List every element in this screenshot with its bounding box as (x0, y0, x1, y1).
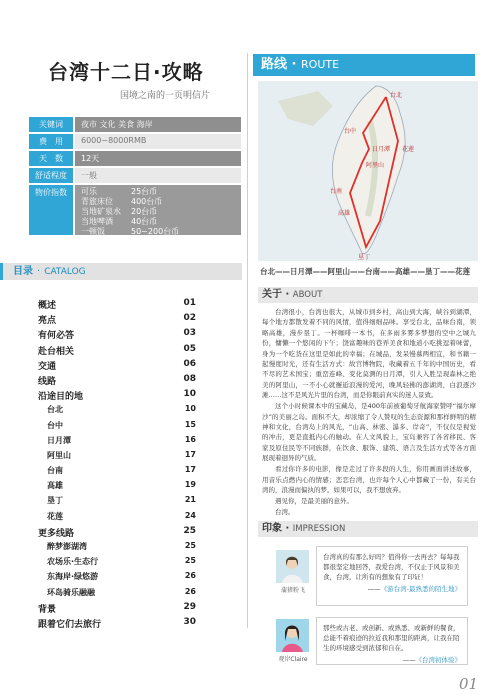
toc-item-label: 有何必答 (38, 331, 75, 342)
impression-header: 印象 · IMPRESSION (258, 521, 478, 537)
map-label-kenting: 垦丁 (358, 254, 371, 261)
toc-item-label: 台中 (47, 420, 63, 430)
toc-item-label: 高雄 (47, 481, 63, 491)
route-map (258, 81, 478, 261)
toc-item[interactable] (38, 602, 196, 617)
quote-source: ——《游台湾-最熟悉的陌生地》 (367, 585, 461, 593)
toc-item-page: 29 (183, 601, 196, 612)
toc-item[interactable] (38, 404, 196, 419)
toc-item-label: 赴台相关 (38, 346, 75, 357)
catalog-header: 目录 · CATALOG (0, 263, 242, 280)
toc-item[interactable] (38, 571, 196, 586)
info-value: 12天 (75, 151, 241, 166)
map-label-kaohsiung: 高雄 (338, 210, 351, 217)
toc-item-label: 日月潭 (47, 435, 71, 445)
toc-item-page: 15 (184, 419, 196, 429)
about-header: 关于 · ABOUT (258, 287, 478, 303)
toc-item-page: 17 (184, 465, 196, 475)
info-key: 天 数 (29, 151, 73, 166)
toc-item-page: 16 (184, 434, 196, 444)
quote-source-link[interactable]: 《台湾初体验》 (415, 656, 461, 664)
toc-item[interactable] (38, 511, 196, 526)
toc-item[interactable] (38, 344, 196, 359)
toc-item-label: 背景 (38, 604, 57, 615)
price-item: 当地矿泉水 20台币 (81, 207, 158, 216)
toc-item[interactable] (38, 450, 196, 465)
toc-item[interactable] (38, 617, 196, 632)
about-text (262, 307, 476, 518)
price-item: 可乐 25台币 (81, 187, 158, 196)
toc-item-label: 更多线路 (38, 528, 75, 539)
toc-item-label: 交通 (38, 361, 57, 372)
quote-box (316, 546, 468, 606)
quote-text: 那些或古老、或创新、或熟悉、或新鲜的餐食，总能不着痕迹的拉近我和那里的距离，让我在陌生的环境感受到浓郁和自在。 (323, 624, 460, 652)
route-caption: 台北——日月潭——阿里山——台南——高雄——垦丁——花莲 (260, 267, 470, 276)
route-header: 路线 · ROUTE (253, 54, 475, 76)
toc-item-label: 垦丁 (47, 496, 63, 506)
toc-item[interactable] (38, 587, 196, 602)
toc-item-page: 25 (184, 541, 196, 550)
about-paragraph: 台湾很小，台湾也很大，从城市到乡村，高山到大海，峡谷到湖潭，每个地方都散发着不同的风情，值得细细品味。享受台北，品味台南，领略高雄，漫步垦丁。一杯咖啡一本书，在多雨多雾多梦想的空中之城九份，慵懒一个悠闲的下午；饶富趣味的巷弄美食和地道小吃挑逗着味蕾，身为一个吃货在这里是如此的幸福；在城品，发呆慢慕两相宜，和书籍一起慢度时光，还有生活方式：故宫博物院，收藏着五千年的中国历史，看不尽的艺术国宝；重峦连峰、变化莫测的日月潭，引人入胜呈现森林之绝美的阿里山，一不小心就邂逅浪漫的爱河，晚风轻拂的澎湖湾，白浪逐沙滩……这不是风光片里的台湾，而是你眼前真实的迷人景致。 (262, 308, 476, 400)
toc-item[interactable] (38, 435, 196, 450)
toc-item[interactable] (38, 359, 196, 374)
toc-item-label: 亮点 (38, 316, 57, 327)
toc-item-page: 19 (184, 480, 196, 490)
info-value: 6000~8000RMB (75, 134, 241, 149)
toc-item-page: 17 (184, 449, 196, 459)
toc-item[interactable] (38, 526, 196, 541)
toc-item[interactable] (38, 389, 196, 404)
column-divider (247, 53, 248, 628)
toc-item-label: 东海岸·绿悠游 (47, 572, 99, 582)
toc-item[interactable] (38, 313, 196, 328)
toc-item-label: 沿途目的地 (38, 392, 84, 403)
about-paragraph: 遇见你，是最美丽的意外。 (275, 496, 353, 505)
toc-item-page: 30 (183, 616, 196, 627)
avatar (276, 550, 309, 583)
page-title: 台湾十二日·攻略 (48, 60, 204, 84)
map-label-hualien: 花莲 (402, 146, 415, 153)
info-key: 舒适程度 (29, 168, 73, 183)
toc-item-label: 花莲 (47, 511, 63, 521)
toc-item-label: 台南 (47, 466, 63, 476)
toc-item[interactable] (38, 420, 196, 435)
map-label-taipei: 台北 (390, 92, 403, 99)
toc-item-page: 05 (183, 343, 196, 354)
about-paragraph: 这个小时候课本中的宝藏岛，是400年前被葡萄牙航海家赞呼“福尔摩沙”的美丽之岛。面积不大，却浓缩了令人赞叹的生态资源和那样鲜明的精神和文化，台湾岛上的风光，“山高、林密、瀑多、岸奇”，不仅仅是视觉的冲击，更是直抵内心的触动。在人文风貌上，宝岛兼容了各省移民、客家及原住民等不同族群，在饮食、服饰、建筑、语言及生活方式等各方面展现着迥异的气质。 (262, 402, 476, 463)
toc-item[interactable] (38, 495, 196, 510)
price-item: 当地啤酒 40台币 (81, 217, 158, 226)
trip-info-table (29, 117, 241, 235)
toc-item-label: 环岛骑乐融融 (47, 587, 95, 597)
toc-item-label: 农场乐·生态行 (47, 557, 99, 567)
info-key: 关键词 (29, 117, 73, 132)
table-of-contents (38, 298, 196, 632)
price-list (75, 185, 241, 235)
toc-item[interactable] (38, 480, 196, 495)
toc-item-page: 26 (184, 586, 196, 596)
quote-text: 台湾真的有那么好吗？值得你一去再去？每每我都很坚定地回答，我爱台湾，不仅止于风景和美食，台湾，让所有的想象有了印证！ (323, 553, 460, 581)
toc-item-page: 10 (183, 389, 196, 400)
price-index (29, 185, 241, 235)
toc-item[interactable] (38, 328, 196, 343)
about-paragraph: 台湾。 (275, 507, 295, 516)
toc-item-page: 02 (183, 313, 196, 324)
toc-item-page: 06 (183, 358, 196, 369)
toc-item-label: 概述 (38, 301, 57, 311)
info-row-comfort (29, 168, 241, 183)
toc-item-label: 线路 (38, 376, 57, 387)
toc-item-page: 25 (184, 556, 196, 566)
info-row-keywords (29, 117, 241, 132)
price-item: 一顿饭 50~200台币 (81, 227, 180, 236)
quote-source: ——《台湾初体验》 (402, 656, 461, 664)
toc-item[interactable] (38, 541, 196, 556)
toc-item-page: 26 (184, 571, 196, 581)
toc-item-page: 03 (183, 328, 196, 339)
quote-box (316, 617, 468, 665)
price-item: 青旅床位 400台币 (81, 197, 163, 206)
avatar (276, 619, 309, 652)
toc-item-label: 台北 (47, 405, 63, 415)
map-label-taichung: 台中 (344, 128, 357, 135)
quote-author: 观岸Claire (278, 656, 308, 663)
page-number: 01 (459, 675, 479, 693)
map-label-sun-moon-lake: 日月潭 (372, 146, 391, 153)
info-row-cost (29, 134, 241, 149)
toc-item[interactable] (38, 298, 196, 313)
toc-item-page: 24 (184, 510, 196, 520)
about-paragraph: 看过你许多的电影，像是走过了许多段的人生，你用画面讲述故事，用音乐点燃内心的情感；恋恋台湾，也许每个人心中都藏了一份，有关台湾的，浪漫而偏执的梦。如果可以，我不想放弃。 (262, 465, 476, 494)
info-row-days (29, 151, 241, 166)
info-value: 一般 (75, 168, 241, 183)
toc-item-label: 阿里山 (47, 450, 71, 460)
toc-item-page: 10 (184, 404, 196, 414)
toc-item-page: 25 (183, 525, 196, 536)
toc-item-label: 跟着它们去旅行 (38, 619, 102, 630)
toc-item-label: 醉梦澎湖湾 (47, 542, 87, 551)
quote-author: 蒲猪粉飞 (280, 587, 305, 594)
toc-item[interactable] (38, 556, 196, 571)
page-subtitle: 国境之南的一页明信片 (120, 91, 211, 101)
quote-source-link[interactable]: 《游台湾-最熟悉的陌生地》 (380, 585, 461, 593)
info-value: 夜市 文化 美食 海岸 (75, 117, 241, 132)
toc-item-page: 08 (183, 373, 196, 384)
toc-item[interactable] (38, 374, 196, 389)
toc-item-page: 01 (183, 298, 196, 308)
price-index-key: 物价指数 (29, 185, 73, 235)
info-key: 费 用 (29, 134, 73, 149)
toc-item-page: 21 (184, 495, 196, 505)
map-label-tainan: 台南 (330, 188, 343, 195)
toc-item[interactable] (38, 465, 196, 480)
map-label-alishan: 阿里山 (366, 162, 385, 169)
